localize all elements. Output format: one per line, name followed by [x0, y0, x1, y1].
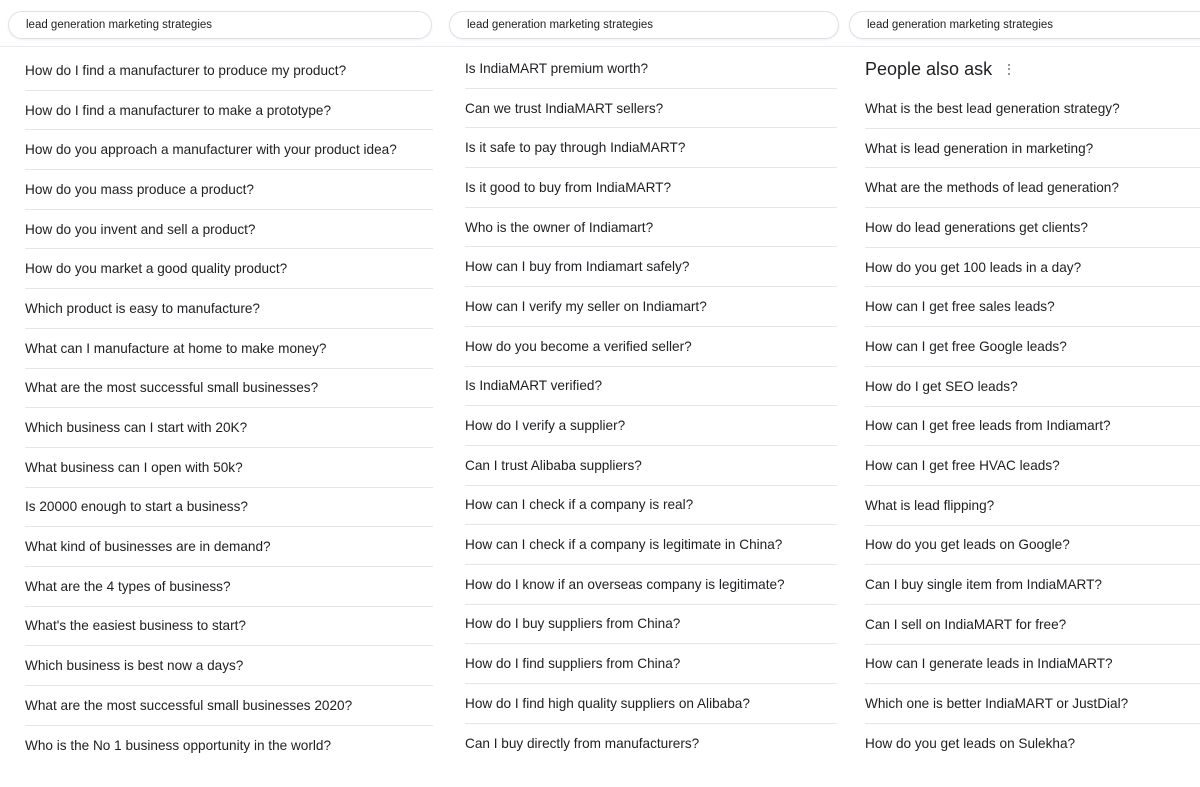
- question-item[interactable]: [865, 565, 1200, 605]
- question-item[interactable]: [465, 367, 837, 407]
- question-item[interactable]: [25, 567, 433, 607]
- question-text: What kind of businesses are in demand?: [25, 539, 271, 555]
- question-text: What are the 4 types of business?: [25, 578, 231, 594]
- question-item[interactable]: [25, 686, 433, 726]
- question-text: What can I manufacture at home to make money?: [25, 340, 327, 356]
- question-text: How can I check if a company is real?: [465, 497, 694, 513]
- question-text: Who is the No 1 business opportunity in the world?: [25, 738, 332, 754]
- people-also-ask-title: People also ask: [865, 58, 993, 79]
- question-item[interactable]: [25, 448, 433, 488]
- question-item[interactable]: [465, 406, 837, 446]
- question-text: What is lead flipping?: [865, 497, 995, 513]
- question-text: Which business is best now a days?: [25, 658, 244, 674]
- question-text: How can I get free leads from Indiamart?: [865, 418, 1111, 434]
- question-text: How do you invent and sell a product?: [25, 221, 256, 237]
- question-list: [465, 49, 837, 763]
- question-text: Can I trust Alibaba suppliers?: [465, 457, 642, 473]
- question-text: Can we trust IndiaMART sellers?: [465, 100, 664, 116]
- question-text: How do you market a good quality product?: [25, 261, 288, 277]
- question-text: How do I get SEO leads?: [865, 378, 1018, 394]
- search-input[interactable]: [8, 11, 432, 39]
- question-item[interactable]: [25, 289, 433, 329]
- question-item[interactable]: [25, 130, 433, 170]
- question-text: What are the methods of lead generation?: [865, 180, 1119, 196]
- question-text: How can I verify my seller on Indiamart?: [465, 298, 707, 314]
- question-text: How can I buy from Indiamart safely?: [465, 259, 690, 275]
- question-text: How do I find a manufacturer to produce my product?: [25, 62, 347, 78]
- question-text: Which one is better IndiaMART or JustDial?: [865, 696, 1129, 712]
- question-text: How do I find suppliers from China?: [465, 656, 681, 672]
- results-panel-right: [848, 0, 1200, 787]
- question-item[interactable]: [25, 369, 433, 409]
- question-text: How do you get leads on Sulekha?: [865, 736, 1076, 752]
- question-item[interactable]: [865, 684, 1200, 724]
- question-text: What is lead generation in marketing?: [865, 140, 1094, 156]
- question-item[interactable]: [25, 408, 433, 448]
- question-text: How do you get 100 leads in a day?: [865, 259, 1082, 275]
- question-text: How do I verify a supplier?: [465, 418, 626, 434]
- question-item[interactable]: [465, 128, 837, 168]
- question-item[interactable]: [25, 488, 433, 528]
- question-item[interactable]: [865, 526, 1200, 566]
- question-text: What's the easiest business to start?: [25, 618, 246, 634]
- results-panel-middle: [440, 0, 848, 787]
- question-item[interactable]: [865, 407, 1200, 447]
- question-text: How do I find a manufacturer to make a prototype?: [25, 102, 332, 118]
- question-text: How can I check if a company is legitimate in China?: [465, 537, 783, 553]
- question-text: How do lead generations get clients?: [865, 219, 1088, 235]
- question-text: How do you become a verified seller?: [465, 338, 692, 354]
- question-text: What are the most successful small businesses 2020?: [25, 697, 353, 713]
- question-item[interactable]: [25, 329, 433, 369]
- question-item[interactable]: [465, 247, 837, 287]
- people-also-ask-header: [865, 56, 1011, 82]
- question-text: How do you mass produce a product?: [25, 181, 254, 197]
- question-text: Can I buy single item from IndiaMART?: [865, 577, 1102, 593]
- question-item[interactable]: [25, 51, 433, 91]
- kebab-menu-icon[interactable]: [1008, 64, 1011, 75]
- question-item[interactable]: [865, 208, 1200, 248]
- question-item[interactable]: [25, 170, 433, 210]
- question-text: Which business can I start with 20K?: [25, 420, 248, 436]
- question-text: How do I buy suppliers from China?: [465, 616, 681, 632]
- question-item[interactable]: [25, 646, 433, 686]
- question-item[interactable]: [465, 168, 837, 208]
- search-input[interactable]: [449, 11, 839, 39]
- question-item[interactable]: [465, 724, 837, 764]
- question-item[interactable]: [865, 129, 1200, 169]
- question-item[interactable]: [865, 724, 1200, 764]
- question-text: How can I get free sales leads?: [865, 299, 1055, 315]
- question-text: Is IndiaMART premium worth?: [465, 60, 649, 76]
- search-query-text[interactable]: lead generation marketing strategies: [467, 19, 654, 31]
- question-text: Which product is easy to manufacture?: [25, 300, 260, 316]
- question-text: What is the best lead generation strategy?: [865, 100, 1120, 116]
- question-item[interactable]: [25, 527, 433, 567]
- question-item[interactable]: [465, 446, 837, 486]
- question-text: What are the most successful small businesses?: [25, 380, 319, 396]
- question-item[interactable]: [865, 168, 1200, 208]
- question-text: Is it safe to pay through IndiaMART?: [465, 140, 686, 156]
- question-item[interactable]: [865, 486, 1200, 526]
- question-item[interactable]: [465, 89, 837, 129]
- question-text: Is 20000 enough to start a business?: [25, 499, 248, 515]
- question-text: How can I generate leads in IndiaMART?: [865, 656, 1113, 672]
- question-text: Is it good to buy from IndiaMART?: [465, 179, 672, 195]
- question-item[interactable]: [465, 208, 837, 248]
- header-divider: [440, 46, 848, 47]
- question-text: How can I get free Google leads?: [865, 338, 1067, 354]
- question-text: Is IndiaMART verified?: [465, 378, 603, 394]
- question-item[interactable]: [465, 644, 837, 684]
- search-query-text[interactable]: lead generation marketing strategies: [867, 19, 1054, 31]
- question-text: Who is the owner of Indiamart?: [465, 219, 654, 235]
- question-item[interactable]: [865, 605, 1200, 645]
- question-text: How do I know if an overseas company is legitimate?: [465, 576, 785, 592]
- question-item[interactable]: [465, 565, 837, 605]
- question-item[interactable]: [865, 89, 1200, 129]
- question-list: [865, 89, 1200, 764]
- question-text: How do you approach a manufacturer with your product idea?: [25, 142, 397, 158]
- question-item[interactable]: [25, 607, 433, 647]
- question-item[interactable]: [465, 525, 837, 565]
- question-item[interactable]: [465, 327, 837, 367]
- question-text: How do you get leads on Google?: [865, 537, 1070, 553]
- question-item[interactable]: [465, 49, 837, 89]
- question-text: How do I find high quality suppliers on Alibaba?: [465, 695, 750, 711]
- question-item[interactable]: [865, 645, 1200, 685]
- search-input[interactable]: [849, 11, 1200, 39]
- question-item[interactable]: [465, 684, 837, 724]
- question-list: [25, 51, 433, 765]
- question-item[interactable]: [865, 446, 1200, 486]
- search-query-text[interactable]: lead generation marketing strategies: [26, 19, 213, 31]
- question-item[interactable]: [465, 287, 837, 327]
- question-item[interactable]: [865, 287, 1200, 327]
- question-item[interactable]: [865, 367, 1200, 407]
- question-item[interactable]: [465, 605, 837, 645]
- question-item[interactable]: [25, 249, 433, 289]
- header-divider: [0, 46, 440, 47]
- question-item[interactable]: [25, 91, 433, 131]
- results-panel-left: [0, 0, 440, 787]
- question-text: What business can I open with 50k?: [25, 459, 243, 475]
- question-item[interactable]: [25, 210, 433, 250]
- question-item[interactable]: [25, 726, 433, 766]
- question-text: Can I buy directly from manufacturers?: [465, 736, 700, 752]
- question-text: Can I sell on IndiaMART for free?: [865, 616, 1067, 632]
- question-item[interactable]: [865, 248, 1200, 288]
- header-divider: [848, 46, 1200, 47]
- question-item[interactable]: [465, 486, 837, 526]
- question-item[interactable]: [865, 327, 1200, 367]
- question-text: How can I get free HVAC leads?: [865, 458, 1060, 474]
